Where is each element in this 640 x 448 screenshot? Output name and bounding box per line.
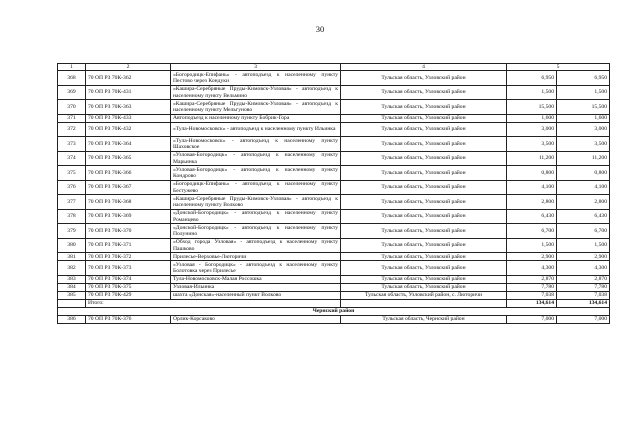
table-row <box>58 253 610 261</box>
road-location: Тульская область, Узловский район <box>341 122 507 137</box>
road-location: Тульская область, Узловский район <box>341 283 507 291</box>
table-row <box>58 180 610 195</box>
section-row <box>58 307 610 315</box>
row-number: 376 <box>58 180 86 195</box>
road-code: 70 ОП РЗ 70К-369 <box>86 209 171 224</box>
total-row <box>58 299 610 307</box>
length-value: 1,500 <box>507 85 557 100</box>
length-total: 15,500 <box>557 100 610 115</box>
road-code: 70 ОП РЗ 70К-376 <box>86 315 171 323</box>
row-number: 382 <box>58 261 86 276</box>
row-number: 373 <box>58 137 86 152</box>
road-code: 70 ОП РЗ 70К-373 <box>86 261 171 276</box>
table-row <box>58 122 610 137</box>
road-name: «Кашира-Серебряные Пруды-Кимовск-Узловая» - автоподъезд к населенному пункту Вельмино <box>171 85 341 100</box>
length-value: 7,000 <box>507 315 557 323</box>
length-total: 3,500 <box>557 137 610 152</box>
length-total: 0,800 <box>557 166 610 181</box>
total-label: Итого: <box>86 299 341 307</box>
road-location: Тульская область, Узловский район <box>341 224 507 239</box>
road-name: Узловая-Ильинка <box>171 283 341 291</box>
table-row <box>58 166 610 181</box>
length-value: 7,038 <box>507 291 557 299</box>
row-number: 379 <box>58 224 86 239</box>
total-value-2: 134,614 <box>557 299 610 307</box>
road-location: Тульская область, Узловский район <box>341 261 507 276</box>
road-code: 70 ОП РЗ 70К-429 <box>86 291 171 299</box>
length-total: 2,900 <box>557 253 610 261</box>
table-row <box>58 114 610 122</box>
length-value: 6,700 <box>507 224 557 239</box>
length-value: 6,950 <box>507 71 557 86</box>
road-name: «Богородицк-Епифань» - автоподъезд к населенному пункту Бестужево <box>171 180 341 195</box>
row-number: 383 <box>58 275 86 283</box>
road-code: 70 ОП РЗ 70К-363 <box>86 100 171 115</box>
road-location: Тульская область, Чернский район <box>341 315 507 323</box>
length-total: 7,780 <box>557 283 610 291</box>
road-location: Тульская область, Узловский район <box>341 195 507 210</box>
road-location: Тульская область, Узловский район, с. Люторичи <box>341 291 507 299</box>
header-cell-2: 2 <box>86 64 171 71</box>
row-number: 374 <box>58 151 86 166</box>
length-total: 7,000 <box>557 315 610 323</box>
length-total: 4,100 <box>557 180 610 195</box>
road-name: «Богородицк-Епифань» - автоподъезд к населенному пункту Пестово через Кондуки <box>171 71 341 86</box>
road-name: Автоподъезд к населенному пункту Бобрик-Гора <box>171 114 341 122</box>
length-total: 7,038 <box>557 291 610 299</box>
row-number: 386 <box>58 315 86 323</box>
length-value: 4,100 <box>507 180 557 195</box>
table-row <box>58 238 610 253</box>
row-number: 385 <box>58 291 86 299</box>
row-number: 377 <box>58 195 86 210</box>
road-name: Прилесье-Верховье-Люторичи <box>171 253 341 261</box>
length-value: 1,500 <box>507 238 557 253</box>
road-code: 70 ОП РЗ 70К-370 <box>86 224 171 239</box>
road-name: «Тула-Новомосковск» - автоподъезд к населенному пункту Ильинка <box>171 122 341 137</box>
table-row <box>58 195 610 210</box>
road-code: 70 ОП РЗ 70К-432 <box>86 122 171 137</box>
road-code: 70 ОП РЗ 70К-433 <box>86 114 171 122</box>
length-value: 15,500 <box>507 100 557 115</box>
length-total: 6,430 <box>557 209 610 224</box>
length-value: 11,200 <box>507 151 557 166</box>
length-total: 2,800 <box>557 195 610 210</box>
road-name: «Узловая-Богородицк» - автоподъезд к населенному пункту Кондрово <box>171 166 341 181</box>
road-location: Тульская область, Узловский район <box>341 209 507 224</box>
road-name: Орлик-Корсаково <box>171 315 341 323</box>
row-number: 375 <box>58 166 86 181</box>
road-location: Тульская область, Узловский район <box>341 71 507 86</box>
length-total: 1,500 <box>557 85 610 100</box>
row-number: 381 <box>58 253 86 261</box>
road-code: 70 ОП РЗ 70К-367 <box>86 180 171 195</box>
road-register-table <box>57 63 610 324</box>
header-row <box>58 64 610 71</box>
length-total: 6,700 <box>557 224 610 239</box>
length-value: 6,430 <box>507 209 557 224</box>
table-row <box>58 275 610 283</box>
length-total: 6,950 <box>557 71 610 86</box>
length-value: 3,500 <box>507 137 557 152</box>
road-location: Тульская область, Узловский район <box>341 100 507 115</box>
length-total: 2,870 <box>557 275 610 283</box>
road-location: Тульская область, Узловский район <box>341 238 507 253</box>
row-number: 370 <box>58 100 86 115</box>
road-name: «Кашира-Серебряные Пруды-Кимовск-Узловая» - автоподъезд к населенному пункту Волково <box>171 195 341 210</box>
length-value: 2,900 <box>507 253 557 261</box>
road-code: 70 ОП РЗ 70К-362 <box>86 71 171 86</box>
length-value: 2,870 <box>507 275 557 283</box>
table-row <box>58 315 610 323</box>
road-name: «Кашира-Серебряные Пруды-Кимовск-Узловая» - автоподъезд к населенному пункту Мельгуново <box>171 100 341 115</box>
road-location: Тульская область, Узловский район <box>341 85 507 100</box>
road-location: Тульская область, Узловский район <box>341 275 507 283</box>
table-row <box>58 85 610 100</box>
road-code: 70 ОП РЗ 70К-372 <box>86 253 171 261</box>
row-number: 368 <box>58 71 86 86</box>
total-empty-1 <box>58 299 86 307</box>
road-name: «Донской-Богородицк» - автоподъезд к населенному пункту Романцево <box>171 209 341 224</box>
length-value: 1,600 <box>507 114 557 122</box>
length-value: 4,300 <box>507 261 557 276</box>
road-location: Тульская область, Узловский район <box>341 180 507 195</box>
length-total: 4,300 <box>557 261 610 276</box>
road-location: Тульская область, Узловский район <box>341 137 507 152</box>
row-number: 371 <box>58 114 86 122</box>
road-code: 70 ОП РЗ 70К-364 <box>86 137 171 152</box>
table-row <box>58 291 610 299</box>
header-cell-3: 3 <box>171 64 341 71</box>
table-row <box>58 283 610 291</box>
table-row <box>58 151 610 166</box>
row-number: 372 <box>58 122 86 137</box>
header-cell-1: 1 <box>58 64 86 71</box>
table-row <box>58 137 610 152</box>
road-location: Тульская область, Узловский район <box>341 114 507 122</box>
length-value: 7,780 <box>507 283 557 291</box>
row-number: 378 <box>58 209 86 224</box>
road-name: «Тула-Новомосковск» - автоподъезд к населенному пункту Шаховское <box>171 137 341 152</box>
road-code: 70 ОП РЗ 70К-368 <box>86 195 171 210</box>
length-value: 2,800 <box>507 195 557 210</box>
table-row <box>58 224 610 239</box>
road-name: «Узловая - Богородицк» - автоподъезд к населенному пункту Болотовка через Прилесье <box>171 261 341 276</box>
road-name: шахта «Донская»-населенный пункт Волково <box>171 291 341 299</box>
header-cell-5: 5 <box>507 64 610 71</box>
table-body <box>58 64 610 324</box>
road-location: Тульская область, Узловский район <box>341 151 507 166</box>
table-row <box>58 261 610 276</box>
road-location: Тульская область, Узловский район <box>341 166 507 181</box>
road-name: «Обход города Узловая» - автоподъезд к населенному пункту Пашково <box>171 238 341 253</box>
road-code: 70 ОП РЗ 70К-375 <box>86 283 171 291</box>
length-value: 0,800 <box>507 166 557 181</box>
road-code: 70 ОП РЗ 70К-366 <box>86 166 171 181</box>
road-code: 70 ОП РЗ 70К-371 <box>86 238 171 253</box>
section-title: Чернский район <box>58 307 610 315</box>
total-empty-2 <box>341 299 507 307</box>
total-value: 134,614 <box>507 299 557 307</box>
length-total: 1,500 <box>557 238 610 253</box>
table-row <box>58 209 610 224</box>
page-number: 30 <box>315 24 325 34</box>
road-name: «Донской-Богородицк» - автоподъезд к населенному пункту Полунино <box>171 224 341 239</box>
road-code: 70 ОП РЗ 70К-365 <box>86 151 171 166</box>
length-total: 3,000 <box>557 122 610 137</box>
road-code: 70 ОП РЗ 70К-431 <box>86 85 171 100</box>
length-total: 11,200 <box>557 151 610 166</box>
length-value: 3,000 <box>507 122 557 137</box>
row-number: 369 <box>58 85 86 100</box>
road-name: Тула-Новомосковск-Малая Россошка <box>171 275 341 283</box>
row-number: 380 <box>58 238 86 253</box>
table-row <box>58 71 610 86</box>
road-name: «Узловая-Богородицк» - автоподъезд к населенному пункту Марьинка <box>171 151 341 166</box>
road-code: 70 ОП РЗ 70К-374 <box>86 275 171 283</box>
row-number: 384 <box>58 283 86 291</box>
road-location: Тульская область, Узловский район <box>341 253 507 261</box>
header-cell-4: 4 <box>341 64 507 71</box>
table-row <box>58 100 610 115</box>
length-total: 1,600 <box>557 114 610 122</box>
